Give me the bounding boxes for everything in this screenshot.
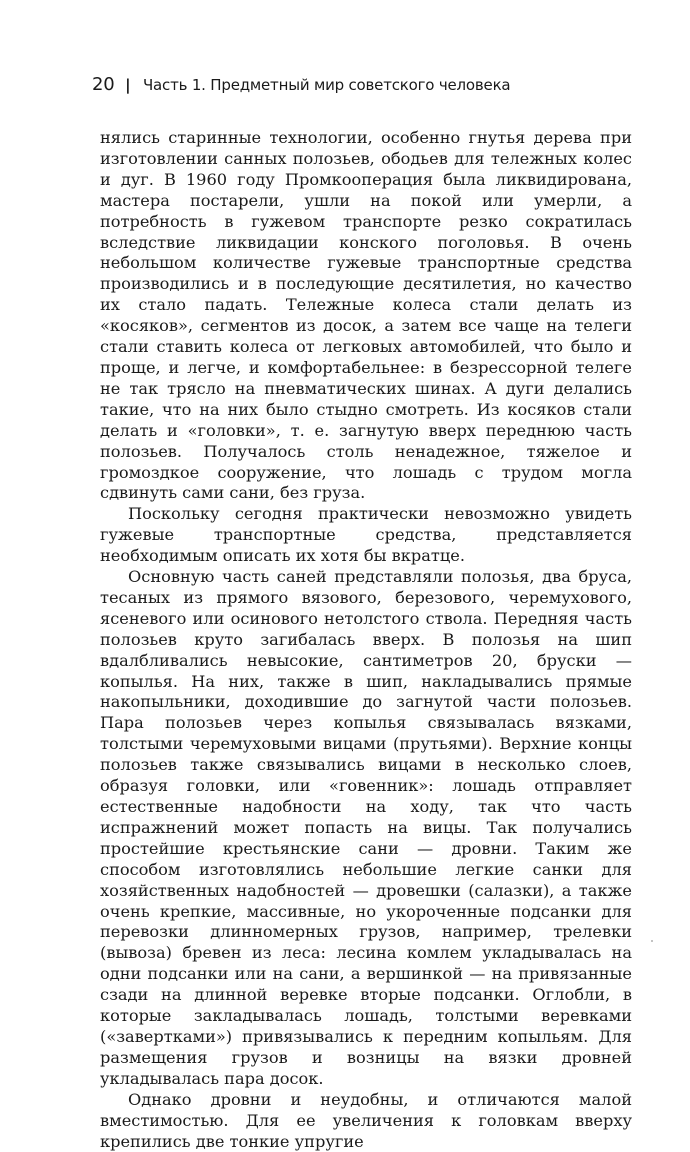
paragraph-continued: нялись старинные технологии, особенно гнутья дерева при изготовлении санных полозьев, ободьев для тележных колес и дуг. В 1960 году Промкооперация была ликвидирована, мастера постарели, ушли на покой или умерли, а потребность в гужевом транспорте резко сократилась вследствие ликвидации конского поголовья. В очень небольшом количестве гужевые транспортные средства производились и в последующие десятилетия, но качество их стало падать. Тележные колеса стали делать из «косяков», сегментов из досок, а затем все чаще на телеги стали ставить колеса от легковых автомобилей, что было и проще, и легче, и комфортабельнее: в безрессорной телеге не так трясло на пневматических шинах. А дуги делались такие, что на них было стыдно смотреть. Из косяков стали делать и «головки», т. е. загнутую вверх переднюю часть полозьев. Получалось столь ненадежное, тяжелое и громоздкое сооружение, что лошадь с трудом могла сдвинуть сами сани, без груза.	[100, 128, 632, 503]
margin-speck	[651, 940, 653, 942]
body-text	[100, 128, 632, 1152]
header-separator: |	[125, 76, 131, 94]
page-number: 20	[92, 74, 115, 95]
paragraph: Поскольку сегодня практически невозможно увидеть гужевые транспортные средства, представляется необходимым описать их хотя бы вкратце.	[100, 504, 632, 566]
paragraph: Однако дровни и неудобны, и отличаются малой вместимостью. Для ее увеличения к головкам вверху крепились две тонкие упругие	[100, 1089, 632, 1151]
running-header	[92, 74, 510, 95]
paragraph: Основную часть саней представляли полозья, два бруса, тесаных из прямого вязового, березового, черемухового, ясеневого или осинового нетолстого ствола. Передняя часть полозьев круто загибалась вверх. В полозья на шип вдалбливались невысокие, сантиметров 20, бруски — копылья. На них, также в шип, накладывались прямые накопыльники, доходившие до загнутой части полозьев. Пара полозьев через копылья связывалась вязками, толстыми черемуховыми вицами (прутьями). Верхние концы полозьев также связывались вицами в несколько слоев, образуя головки, или «говенник»: лошадь отправляет естественные надобности на ходу, так что часть испражнений может попасть на вицы. Так получались простейшие крестьянские сани — дровни. Таким же способом изготовлялись небольшие легкие санки для хозяйственных надобностей — дровешки (салазки), а также очень крепкие, массивные, но укороченные подсанки для перевозки длинномерных грузов, например, трелевки (вывоза) бревен из леса: лесина комлем укладывалась на одни подсанки или на сани, а вершинкой — на привязанные сзади на длинной веревке вторые подсанки. Оглобли, в которые закладывалась лошадь, толстыми веревками («завертками») привязывались к передним копыльям. Для размещения грузов и возницы на вязки дровней укладывалась пара досок.	[100, 567, 632, 1088]
running-title: Часть 1. Предметный мир советского человека	[142, 76, 511, 94]
